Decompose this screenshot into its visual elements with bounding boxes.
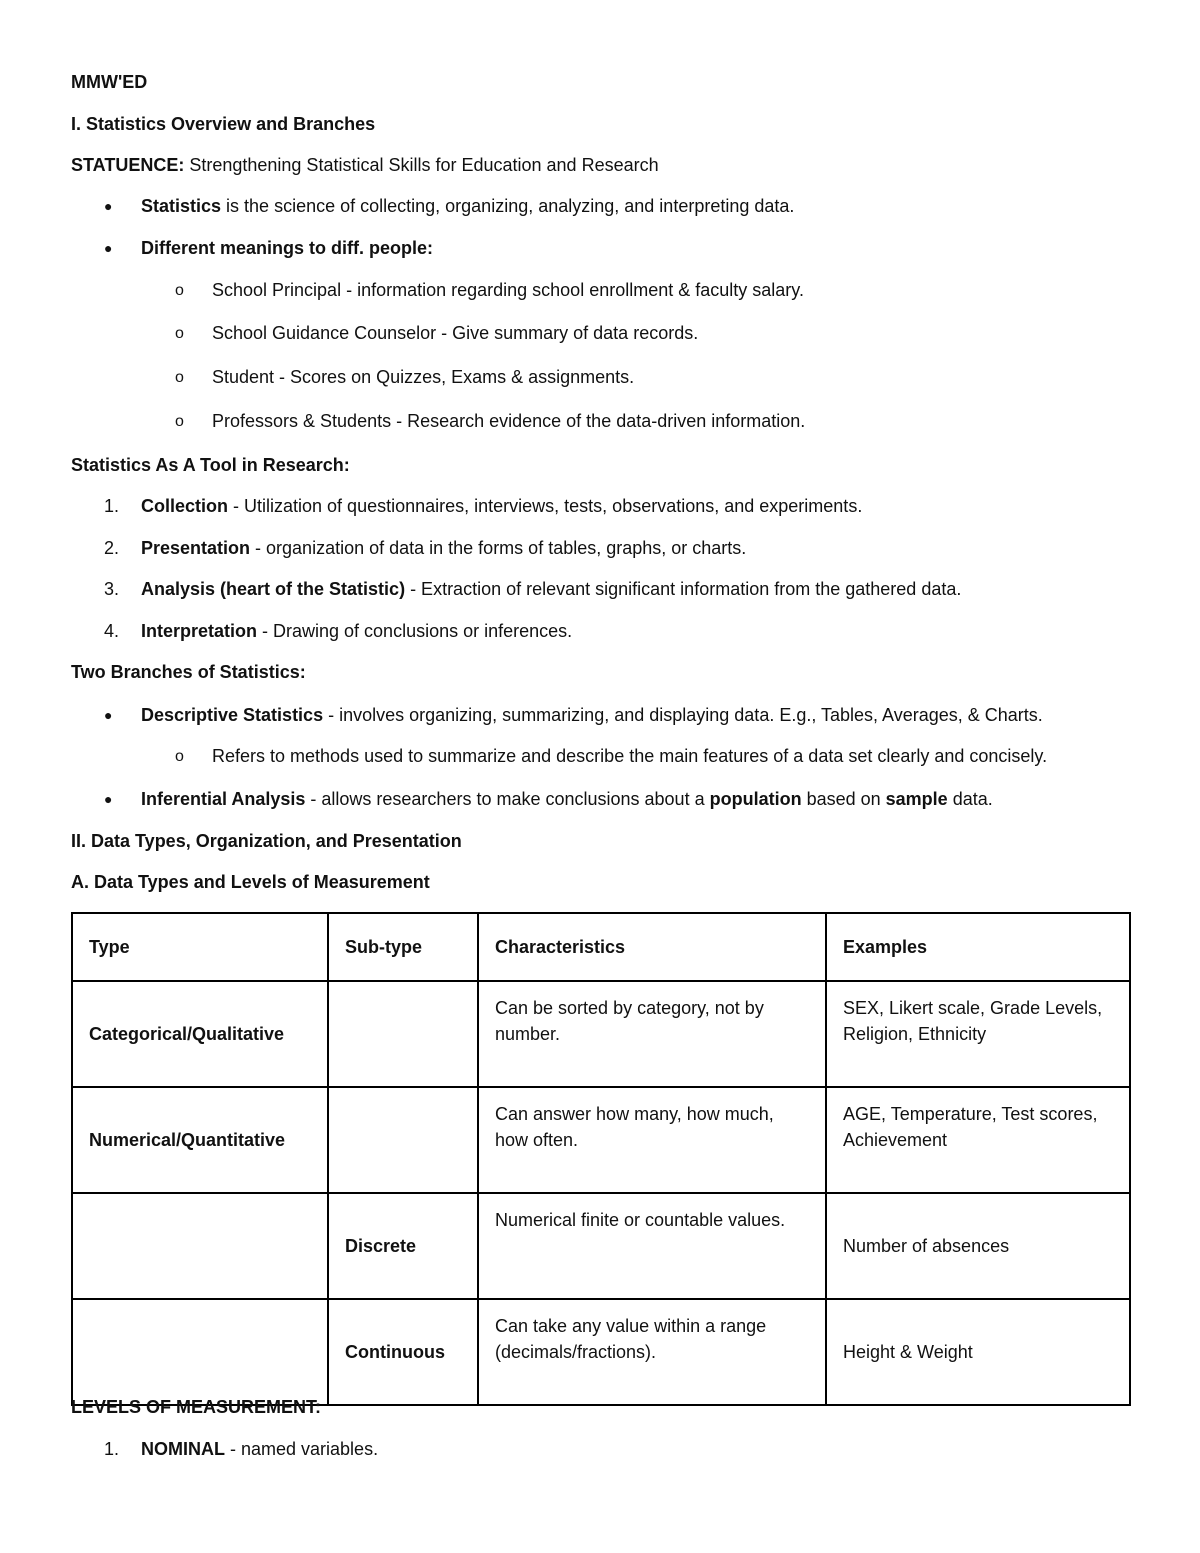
- type-cell: Categorical/Qualitative: [72, 981, 328, 1087]
- section-2-subheading: A. Data Types and Levels of Measurement: [71, 872, 430, 892]
- table-header-cell: Type: [72, 913, 328, 981]
- characteristics-cell: Numerical finite or countable values.: [478, 1193, 826, 1299]
- bullet-icon: ●: [104, 240, 113, 256]
- list-number: 2.: [104, 538, 120, 558]
- meaning-item: Professors & Students - Research evidence of the data-driven information.: [212, 411, 806, 431]
- statistics-definition: Statistics is the science of collecting, organizing, analyzing, and interpreting data.: [141, 196, 795, 216]
- type-cell: [72, 1193, 328, 1299]
- tool-item: Collection - Utilization of questionnaires, interviews, tests, observations, and experiments.: [141, 496, 863, 516]
- circle-bullet-icon: o: [175, 282, 184, 299]
- inferential-analysis: Inferential Analysis - allows researchers to make conclusions about a population based on sample data.: [141, 789, 993, 809]
- tool-item: Analysis (heart of the Statistic) - Extraction of relevant significant information from the gathered data.: [141, 579, 962, 599]
- circle-bullet-icon: o: [175, 413, 184, 430]
- subtype-cell: [328, 981, 478, 1087]
- section-2-heading: II. Data Types, Organization, and Presentation: [71, 831, 462, 851]
- tool-item: Interpretation - Drawing of conclusions or inferences.: [141, 621, 573, 641]
- descriptive-statistics: Descriptive Statistics - involves organizing, summarizing, and displaying data. E.g., Tables, Averages, & Charts.: [141, 705, 1043, 725]
- characteristics-cell: Can answer how many, how much, how often.: [478, 1087, 826, 1193]
- meaning-item: School Principal - information regarding school enrollment & faculty salary.: [212, 280, 804, 300]
- list-number: 1.: [104, 496, 120, 516]
- bullet-icon: ●: [104, 707, 113, 723]
- document-code: MMW'ED: [71, 72, 148, 92]
- tool-heading: Statistics As A Tool in Research:: [71, 455, 350, 475]
- descriptive-sub: Refers to methods used to summarize and describe the main features of a data set clearly and concisely.: [212, 746, 1048, 766]
- tool-item: Presentation - organization of data in the forms of tables, graphs, or charts.: [141, 538, 747, 558]
- table-header-cell: Sub-type: [328, 913, 478, 981]
- data-types-table: [71, 912, 1131, 1406]
- branches-heading: Two Branches of Statistics:: [71, 662, 306, 682]
- meaning-item: School Guidance Counselor - Give summary of data records.: [212, 323, 699, 343]
- circle-bullet-icon: o: [175, 369, 184, 386]
- statuence-line: STATUENCE: Strengthening Statistical Skills for Education and Research: [71, 155, 659, 175]
- type-cell: [72, 1299, 328, 1405]
- examples-cell: Number of absences: [826, 1193, 1130, 1299]
- subtype-cell: [328, 1087, 478, 1193]
- circle-bullet-icon: o: [175, 325, 184, 342]
- meaning-item: Student - Scores on Quizzes, Exams & assignments.: [212, 367, 635, 387]
- type-cell: Numerical/Quantitative: [72, 1087, 328, 1193]
- characteristics-cell: Can take any value within a range (decimals/fractions).: [478, 1299, 826, 1405]
- table-row: [72, 1193, 1130, 1299]
- bullet-icon: ●: [104, 198, 113, 214]
- table-row: [72, 1087, 1130, 1193]
- characteristics-cell: Can be sorted by category, not by number.: [478, 981, 826, 1087]
- table-row: [72, 1299, 1130, 1405]
- meanings-heading: Different meanings to diff. people:: [141, 238, 434, 258]
- level-item: NOMINAL - named variables.: [141, 1439, 379, 1459]
- examples-cell: SEX, Likert scale, Grade Levels, Religion, Ethnicity: [826, 981, 1130, 1087]
- levels-heading: LEVELS OF MEASUREMENT:: [71, 1397, 322, 1417]
- subtype-cell: Continuous: [328, 1299, 478, 1405]
- bullet-icon: ●: [104, 791, 113, 807]
- examples-cell: Height & Weight: [826, 1299, 1130, 1405]
- list-number: 4.: [104, 621, 120, 641]
- table-row: [72, 981, 1130, 1087]
- section-1-heading: I. Statistics Overview and Branches: [71, 114, 376, 134]
- circle-bullet-icon: o: [175, 748, 184, 765]
- table-header-row: [72, 913, 1130, 981]
- examples-cell: AGE, Temperature, Test scores, Achievement: [826, 1087, 1130, 1193]
- list-number: 1.: [104, 1439, 120, 1459]
- list-number: 3.: [104, 579, 120, 599]
- table-header-cell: Examples: [826, 913, 1130, 981]
- table-header-cell: Characteristics: [478, 913, 826, 981]
- subtype-cell: Discrete: [328, 1193, 478, 1299]
